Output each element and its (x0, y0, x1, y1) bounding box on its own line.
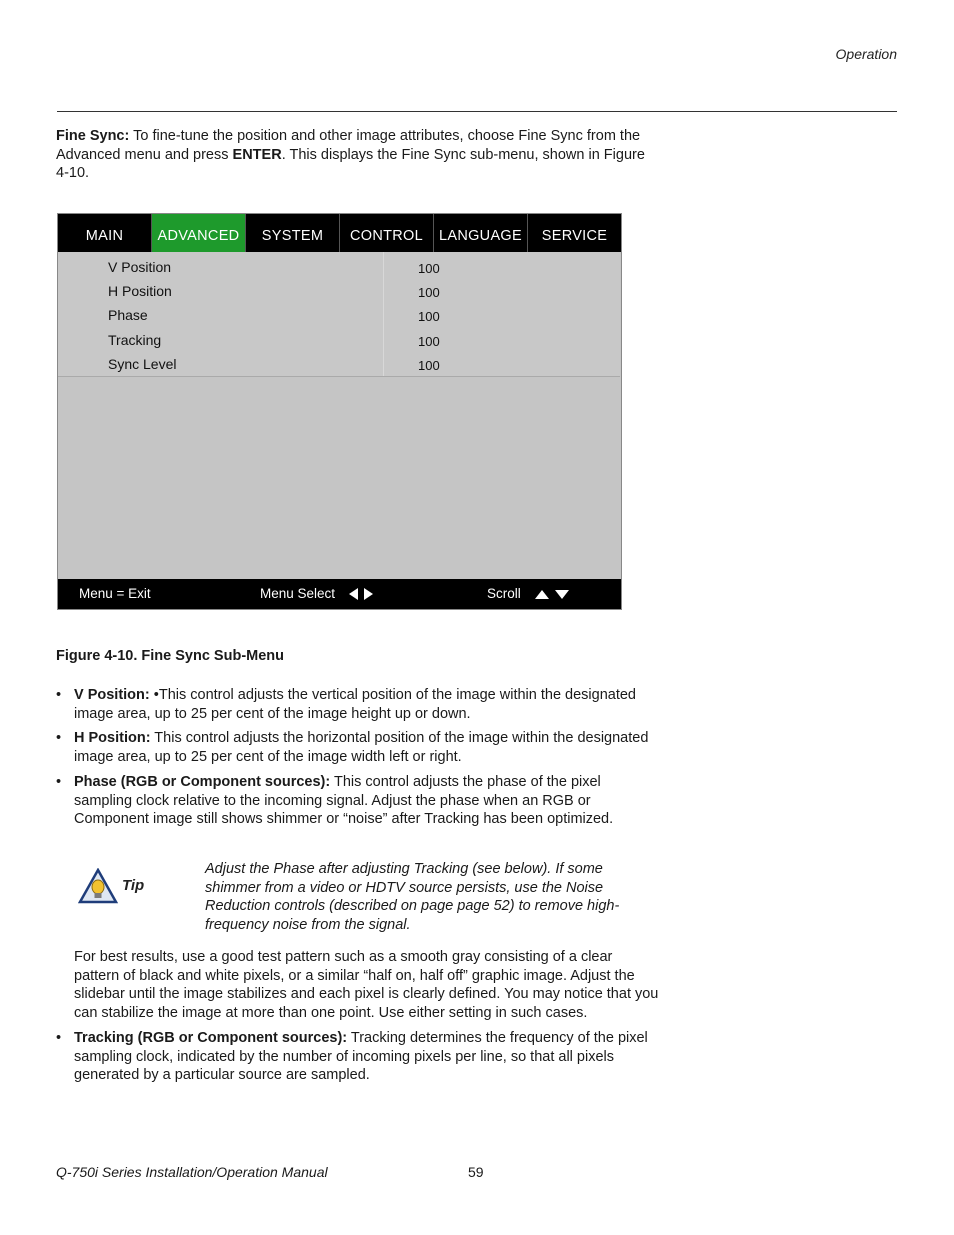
menu-item-value: 100 (418, 285, 440, 300)
intro-text-1: To fine-tune the position and other image attributes, choose Fine Sync from the Advanced menu and press (56, 128, 641, 163)
bullet-dot: • (56, 1030, 62, 1046)
menu-item-value: 100 (418, 358, 440, 373)
intro-term: Fine Sync: (56, 128, 130, 144)
menu-select-hint (260, 586, 373, 601)
tab-main[interactable]: MAIN (58, 214, 152, 252)
bullet-term: H Position: (74, 730, 151, 746)
best-results-paragraph: For best results, use a good test pattern such as a smooth gray consisting of a clear pattern of black and white pixels, or a similar “half on, half off” graphic image. Adjust the slidebar until the image stabilizes and each pixel is clearly defined. You may notice that you can stabilize the image at more than one point. Use either setting in such cases. (74, 949, 659, 1021)
menu-item-value: 100 (418, 334, 440, 349)
footer-manual-title: Q-750i Series Installation/Operation Manual (56, 1164, 328, 1180)
osd-item-list (58, 252, 620, 377)
arrow-right-icon (364, 588, 373, 600)
bullet-body: This control adjusts the phase of the pixel sampling clock relative to the incoming signal. Adjust the phase when an RGB or Component image still shows shimmer or “noise” after Tracking has been optimized. (74, 774, 614, 827)
bullet-body: •This control adjusts the vertical position of the image within the designated image area, up to 25 per cent of the image height up or down. (74, 687, 636, 722)
bullet-dot: • (56, 687, 62, 703)
enter-key: ENTER (232, 146, 282, 163)
menu-item-value: 100 (418, 309, 440, 324)
bullet-text (74, 1029, 654, 1085)
menu-item-label: Sync Level (108, 356, 177, 372)
bullet-text (74, 729, 654, 766)
header-rule (57, 111, 897, 112)
osd-column-divider (383, 252, 384, 376)
intro-paragraph (56, 127, 656, 183)
bullet-term: V Position: (74, 687, 150, 703)
scroll-label: Scroll (487, 586, 521, 601)
bullet-term: Tracking (RGB or Component sources): (74, 1030, 348, 1046)
menu-select-label: Menu Select (260, 586, 336, 601)
bullet-body: Tracking determines the frequency of the pixel sampling clock, indicated by the number of incoming pixels per line, so that all pixels generated by a particular source are sampled. (74, 1030, 648, 1083)
arrow-down-icon (555, 590, 569, 599)
bullet-text (74, 773, 654, 829)
bullet-dot: • (56, 774, 62, 790)
tip-text: Adjust the Phase after adjusting Tracking (see below). If some shimmer from a video or HDTV source persists, use the Noise Reduction controls (described on page page 52) to remove high-frequency noise from the signal. (205, 861, 620, 933)
arrow-left-icon (349, 588, 358, 600)
scroll-hint (487, 586, 569, 601)
menu-exit-hint: Menu = Exit (79, 586, 151, 601)
fine-sync-osd-menu (57, 213, 622, 610)
menu-item-tracking[interactable] (58, 328, 620, 352)
page-number: 59 (468, 1164, 484, 1180)
osd-tab-bar (58, 214, 621, 252)
menu-item-label: Phase (108, 307, 148, 323)
tab-service[interactable]: SERVICE (541, 228, 608, 244)
intro-text-2: . This displays the Fine Sync sub-menu, shown in Figure 4-10. (56, 146, 645, 181)
tab-system[interactable]: SYSTEM (246, 214, 340, 252)
menu-item-label: V Position (108, 259, 172, 275)
bullet-dot: • (56, 730, 62, 746)
arrow-up-icon (535, 590, 549, 599)
menu-item-sync-level[interactable] (58, 352, 620, 376)
menu-item-value: 100 (418, 261, 440, 276)
menu-item-phase[interactable] (58, 303, 620, 327)
menu-item-label: H Position (108, 283, 172, 299)
tab-language[interactable]: LANGUAGE (434, 214, 528, 252)
bullet-body: This control adjusts the horizontal position of the image within the designated image area, up to 25 per cent of the image width left or right. (74, 730, 649, 765)
tab-advanced[interactable]: ADVANCED (152, 214, 246, 252)
figure-caption: Figure 4-10. Fine Sync Sub-Menu (56, 648, 285, 664)
bullet-text (74, 686, 654, 723)
lightbulb-icon (78, 868, 118, 904)
menu-item-label: Tracking (108, 332, 162, 348)
menu-item-v-position[interactable] (58, 255, 620, 279)
running-header: Operation (835, 46, 897, 62)
menu-item-h-position[interactable] (58, 279, 620, 303)
tip-label: Tip (122, 877, 145, 894)
osd-footer-bar (58, 579, 621, 609)
bullet-term: Phase (RGB or Component sources): (74, 774, 331, 790)
tab-control[interactable]: CONTROL (340, 214, 434, 252)
